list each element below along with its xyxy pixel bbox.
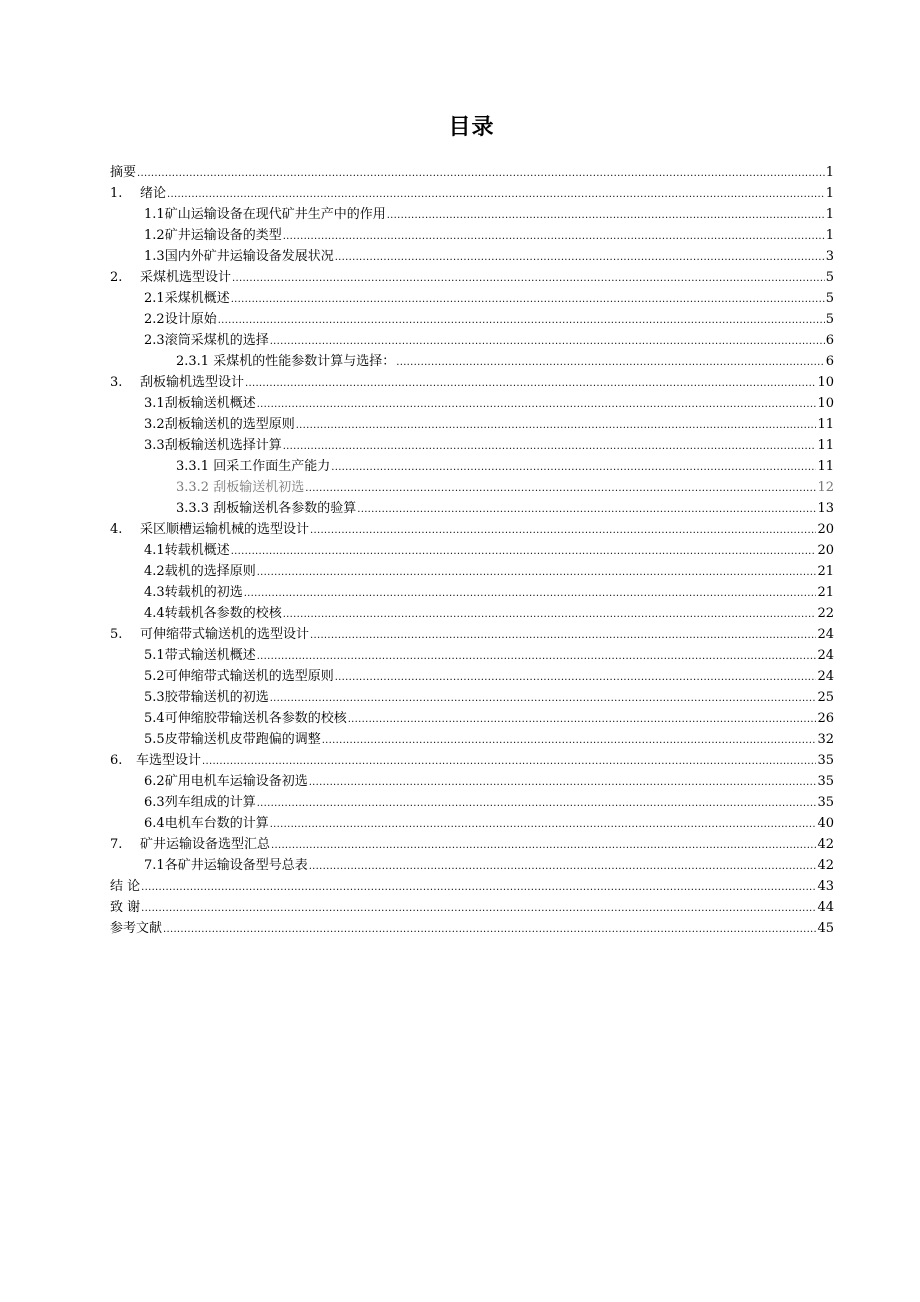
toc-entry-text: 刮板输送机选择计算 [164,438,282,453]
toc-page-number: 24 [817,627,834,642]
toc-entry[interactable] [110,580,834,601]
toc-page-number: 24 [817,648,834,663]
toc-entry-label [110,795,256,811]
toc-entry-number: 6.4 [144,816,165,831]
toc-entry-label [110,711,347,727]
toc-entry[interactable] [110,727,834,748]
toc-entry[interactable] [110,706,834,727]
toc-entry-text: 车选型设计 [136,753,202,768]
toc-entry-text: 载机的选择原则 [164,564,256,579]
toc-dot-leader [141,900,816,916]
toc-entry[interactable] [110,748,834,769]
toc-entry-number: 6. [110,753,123,768]
toc-entry-label [110,291,230,307]
toc-entry-number: 2.1 [144,291,165,306]
toc-dot-leader [309,774,817,790]
toc-entry-number: 4. [110,522,123,537]
toc-dot-leader [296,417,817,433]
toc-entry-number: 6.2 [144,774,165,789]
toc-page-number: 35 [817,774,834,789]
toc-entry-label [110,648,256,664]
toc-entry-text: 采煤机的性能参数计算与选择： [213,354,396,369]
toc-dot-leader [257,564,817,580]
toc-entry[interactable] [110,412,834,433]
toc-entry-label [110,732,321,748]
toc-entry-label [110,690,269,706]
toc-dot-leader [396,354,824,370]
toc-page-number: 1 [825,207,834,222]
toc-entry-label [110,522,309,538]
toc-page-number: 13 [817,501,834,516]
toc-entry-number: 2.3 [144,333,165,348]
toc-entry-label [110,585,243,601]
toc-entry-number: 3.1 [144,396,165,411]
toc-entry-text: 矿山运输设备在现代矿井生产中的作用 [164,207,386,222]
toc-dot-leader [163,921,816,937]
toc-dot-leader [283,438,817,454]
toc-entry-text: 转载机的初选 [164,585,243,600]
toc-page-number: 3 [825,249,834,264]
toc-entry-label [110,606,282,622]
toc-dot-leader [232,270,825,286]
toc-entry-text: 绪论 [140,186,167,201]
toc-entry[interactable] [110,769,834,790]
toc-entry-text: 采煤机选型设计 [140,270,232,285]
toc-entry[interactable] [110,202,834,223]
toc-entry-text: 可伸缩带式输送机的选型原则 [164,669,334,684]
toc-entry-text: 可伸缩带式输送机的选型设计 [140,627,310,642]
toc-dot-leader [137,165,825,181]
toc-dot-leader [357,501,816,517]
toc-entry[interactable] [110,622,834,643]
toc-entry[interactable] [110,454,834,475]
toc-entry[interactable] [110,307,834,328]
toc-entry-number: 7.1 [144,858,165,873]
toc-entry[interactable] [110,370,834,391]
toc-entry-text: 刮板输机选型设计 [140,375,245,390]
toc-entry-text: 矿井运输设备选型汇总 [140,837,271,852]
toc-dot-leader [231,291,825,307]
toc-page-number: 20 [817,543,834,558]
toc-dot-leader [335,249,825,265]
toc-entry-number: 3.3.2 [176,480,210,495]
toc-entry-number: 1.2 [144,228,165,243]
toc-dot-leader [309,858,817,874]
toc-page-number: 32 [817,732,834,747]
toc-entry[interactable] [110,811,834,832]
toc-entry-text: 摘要 [110,165,137,180]
toc-entry-label [110,816,269,832]
toc-entry-number: 1.1 [144,207,165,222]
toc-entry-text: 各矿井运输设备型号总表 [164,858,308,873]
toc-entry-label [110,354,395,370]
toc-dot-leader [310,627,816,643]
toc-entry-label [110,396,256,412]
toc-page-number: 1 [825,186,834,201]
toc-entry-number: 5.3 [144,690,165,705]
toc-entry-number: 3.3.3 [176,501,210,516]
toc-page-number: 11 [817,417,834,432]
toc-entry-number: 4.3 [144,585,165,600]
toc-entry-label [110,249,334,265]
toc-entry-label [110,228,282,244]
toc-page-number: 35 [817,753,834,768]
toc-entry-label [110,186,166,202]
toc-entry[interactable] [110,517,834,538]
toc-dot-leader [244,585,817,601]
toc-entry-text: 矿用电机车运输设备初选 [164,774,308,789]
toc-entry-label [110,774,308,790]
toc-entry-number: 7. [110,837,123,852]
toc-entry[interactable] [110,874,834,895]
toc-entry[interactable] [110,349,834,370]
toc-entry-label [110,417,295,433]
toc-page-number: 25 [817,690,834,705]
toc-page-number: 1 [825,165,834,180]
toc-entry[interactable] [110,559,834,580]
toc-entry-number: 5.5 [144,732,165,747]
toc-dot-leader [348,711,817,727]
toc-dot-leader [270,690,817,706]
toc-dot-leader [218,312,825,328]
toc-entry-text: 采区顺槽运输机械的选型设计 [140,522,310,537]
toc-entry[interactable] [110,286,834,307]
toc-entry-label [110,207,386,223]
toc-dot-leader [387,207,825,223]
toc-dot-leader [283,606,817,622]
toc-entry[interactable] [110,538,834,559]
toc-entry-text: 刮板输送机各参数的验算 [213,501,357,516]
toc-page-number: 40 [817,816,834,831]
toc-page-number: 11 [817,438,834,453]
toc-entry[interactable] [110,832,834,853]
toc-entry-text: 列车组成的计算 [164,795,256,810]
toc-entry-text: 带式输送机概述 [164,648,256,663]
toc-page-number: 24 [817,669,834,684]
toc-entry-label [110,375,244,391]
toc-entry-number: 3.3.1 [176,459,210,474]
toc-page-number: 11 [817,459,834,474]
toc-dot-leader [271,837,816,853]
toc-entry-number: 5.4 [144,711,165,726]
toc-page-number: 20 [817,522,834,537]
toc-entry-label [110,921,162,937]
toc-page-number: 5 [825,291,834,306]
toc-dot-leader [245,375,816,391]
toc-entry[interactable] [110,916,834,937]
toc-entry-number: 5. [110,627,123,642]
toc-dot-leader [310,522,816,538]
toc-entry[interactable] [110,853,834,874]
toc-entry[interactable] [110,433,834,454]
toc-entry[interactable] [110,895,834,916]
toc-entry-text: 参考文献 [110,921,163,936]
toc-entry-text: 刮板输送机初选 [213,480,305,495]
toc-page-number: 42 [817,837,834,852]
toc-entry-number: 6.3 [144,795,165,810]
toc-entry-text: 刮板输送机概述 [164,396,256,411]
toc-dot-leader [141,879,816,895]
toc-entry-label [110,627,309,643]
toc-entry-number: 5.2 [144,669,165,684]
toc-entry[interactable] [110,181,834,202]
toc-entry[interactable] [110,496,834,517]
toc-entry-label [110,501,356,517]
toc-dot-leader [167,186,825,202]
toc-entry[interactable] [110,790,834,811]
toc-entry-text: 转载机各参数的校核 [164,606,282,621]
toc-entry-label [110,837,270,853]
toc-page-number: 35 [817,795,834,810]
toc-entry-label [110,333,269,349]
toc-page-number: 1 [825,228,834,243]
toc-dot-leader [231,543,817,559]
toc-entry-text: 刮板输送机的选型原则 [164,417,295,432]
toc-entry-number: 1.3 [144,249,165,264]
toc-entry-number: 2. [110,270,123,285]
toc-entry-label [110,543,230,559]
toc-entry-label [110,669,334,685]
toc-page-number: 22 [817,606,834,621]
toc-entry-number: 4.1 [144,543,165,558]
toc-entry-text: 矿井运输设备的类型 [164,228,282,243]
toc-entry-text: 致 谢 [110,900,141,915]
toc-page-number: 10 [817,396,834,411]
toc-entry-text: 结 论 [110,879,141,894]
toc-entry-label [110,879,140,895]
toc-entry-label [110,270,231,286]
table-of-contents [110,160,834,937]
toc-entry[interactable] [110,265,834,286]
toc-page-number: 12 [817,480,834,495]
toc-entry-number: 3. [110,375,123,390]
toc-entry[interactable] [110,601,834,622]
toc-entry-text: 滚筒采煤机的选择 [164,333,269,348]
toc-dot-leader [335,669,817,685]
toc-entry-label [110,564,256,580]
toc-page-number: 45 [817,921,834,936]
toc-entry-text: 转载机概述 [164,543,230,558]
toc-page-number: 21 [817,564,834,579]
toc-entry-text: 皮带输送机皮带跑偏的调整 [164,732,321,747]
toc-entry-number: 4.4 [144,606,165,621]
toc-entry[interactable] [110,664,834,685]
toc-page-number: 21 [817,585,834,600]
toc-entry[interactable] [110,643,834,664]
toc-entry-text: 电机车台数的计算 [164,816,269,831]
toc-dot-leader [331,459,816,475]
toc-entry[interactable] [110,475,834,496]
toc-entry-label [110,900,140,916]
toc-entry-number: 2.3.1 [176,354,210,369]
toc-dot-leader [257,795,817,811]
toc-entry-number: 2.2 [144,312,165,327]
toc-entry[interactable] [110,391,834,412]
toc-entry-text: 设计原始 [164,312,217,327]
toc-dot-leader [202,753,816,769]
toc-entry-label [110,312,217,328]
toc-entry-label [110,753,201,769]
toc-page-number: 44 [817,900,834,915]
toc-entry-text: 回采工作面生产能力 [213,459,331,474]
toc-dot-leader [283,228,825,244]
toc-page-number: 6 [825,354,834,369]
toc-page-number: 6 [825,333,834,348]
toc-page-number: 10 [817,375,834,390]
toc-entry-text: 国内外矿井运输设备发展状况 [164,249,334,264]
toc-entry-text: 可伸缩胶带输送机各参数的校核 [164,711,347,726]
toc-entry-number: 3.3 [144,438,165,453]
toc-dot-leader [257,396,817,412]
page-title: 目录 [448,115,495,140]
toc-entry-text: 胶带输送机的初选 [164,690,269,705]
toc-entry[interactable] [110,223,834,244]
toc-entry-number: 4.2 [144,564,165,579]
toc-entry[interactable] [110,685,834,706]
toc-page-number: 42 [817,858,834,873]
toc-entry[interactable] [110,160,834,181]
toc-entry-number: 1. [110,186,123,201]
toc-page-number: 5 [825,270,834,285]
toc-entry-label [110,438,282,454]
toc-entry-label [110,480,304,496]
toc-dot-leader [270,816,817,832]
toc-entry-label [110,459,330,475]
toc-entry-text: 采煤机概述 [164,291,230,306]
toc-dot-leader [322,732,817,748]
toc-entry[interactable] [110,244,834,265]
toc-entry-number: 5.1 [144,648,165,663]
toc-entry[interactable] [110,328,834,349]
toc-dot-leader [270,333,825,349]
toc-entry-label [110,858,308,874]
toc-page-number: 26 [817,711,834,726]
toc-dot-leader [257,648,817,664]
toc-page-number: 5 [825,312,834,327]
toc-entry-label [110,165,136,181]
toc-entry-number: 3.2 [144,417,165,432]
toc-page-number: 43 [817,879,834,894]
toc-dot-leader [305,480,816,496]
